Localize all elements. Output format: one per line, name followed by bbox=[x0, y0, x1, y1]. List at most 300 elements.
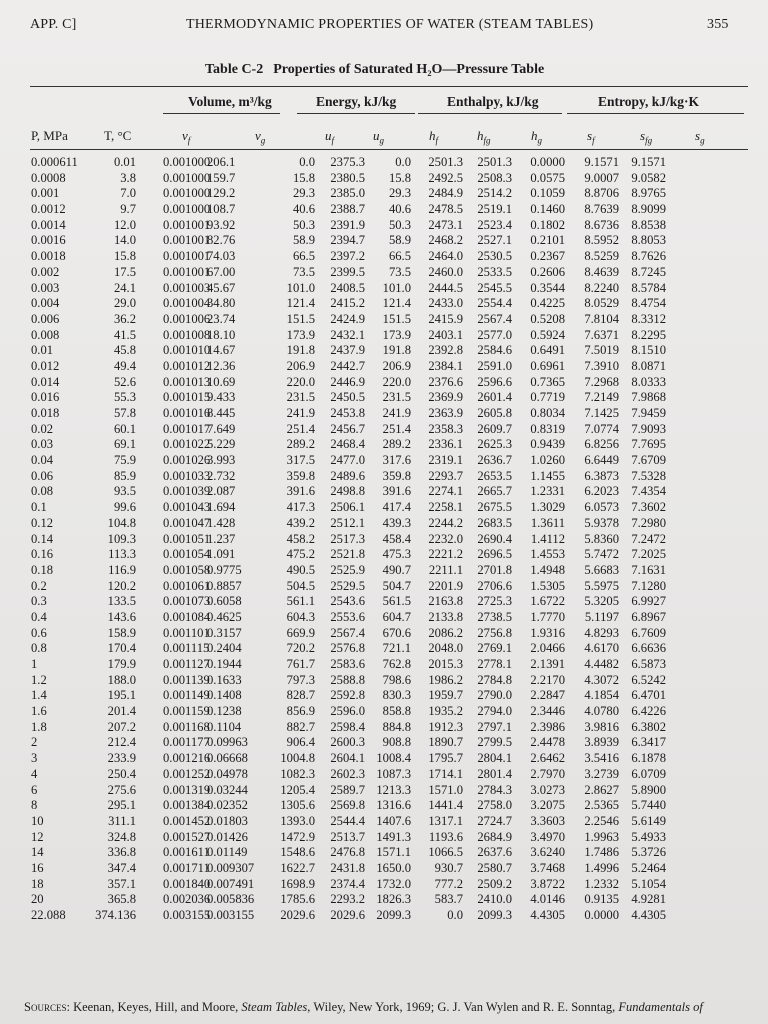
cell-hf: 391.6 bbox=[382, 484, 411, 499]
cell-sfg: 7.2968 bbox=[584, 374, 619, 389]
cell-hg: 2690.4 bbox=[477, 531, 512, 546]
cell-pressure: 0.8 bbox=[31, 641, 47, 656]
cell-vf: 0.001000 bbox=[163, 155, 211, 169]
table-row bbox=[0, 437, 768, 453]
cell-vf: 0.002036 bbox=[163, 892, 211, 907]
cell-sf: 1.4948 bbox=[530, 562, 565, 577]
table-row bbox=[0, 202, 768, 218]
cell-ug: 2602.3 bbox=[330, 766, 365, 781]
table-row bbox=[0, 704, 768, 720]
group-rule-enthalpy bbox=[418, 113, 562, 114]
table-row bbox=[0, 673, 768, 689]
cell-sf: 2.2847 bbox=[530, 688, 565, 703]
cell-hf: 220.0 bbox=[382, 374, 411, 389]
cell-uf: 1622.7 bbox=[280, 860, 315, 875]
cell-temperature: 179.9 bbox=[107, 657, 136, 671]
cell-sfg: 1.7486 bbox=[584, 845, 619, 860]
cell-pressure: 6 bbox=[31, 782, 38, 797]
cell-temperature: 109.3 bbox=[107, 531, 136, 546]
cell-sfg: 5.6683 bbox=[584, 562, 619, 577]
cell-vg: 0.09963 bbox=[207, 735, 248, 750]
cell-uf: 391.6 bbox=[286, 484, 315, 499]
cell-ug: 2598.4 bbox=[330, 719, 365, 734]
cell-hfg: 1066.5 bbox=[428, 845, 463, 860]
cell-sfg: 1.9963 bbox=[584, 829, 619, 844]
cell-vf: 0.001015 bbox=[163, 390, 211, 405]
cell-hfg: 1795.7 bbox=[428, 751, 463, 766]
cell-pressure: 20 bbox=[31, 892, 44, 907]
cell-vg: 0.003155 bbox=[207, 908, 255, 922]
cell-sg: 8.7626 bbox=[631, 249, 666, 264]
cell-hfg: 2384.1 bbox=[428, 358, 463, 373]
cell-hfg: 930.7 bbox=[434, 860, 463, 875]
cell-sfg: 2.5365 bbox=[584, 798, 619, 813]
top-rule bbox=[30, 86, 748, 87]
cell-sf: 1.7770 bbox=[530, 609, 565, 624]
cell-vf: 0.001008 bbox=[163, 327, 211, 342]
cell-ug: 2517.3 bbox=[330, 531, 365, 546]
cell-pressure: 0.3 bbox=[31, 594, 47, 609]
cell-vg: 10.69 bbox=[207, 374, 236, 389]
cell-hf: 858.8 bbox=[382, 704, 411, 719]
cell-ug: 2583.6 bbox=[330, 657, 365, 671]
table-row bbox=[0, 735, 768, 751]
table-row bbox=[0, 155, 768, 171]
cell-hf: 490.7 bbox=[382, 562, 411, 577]
cell-sfg: 5.7472 bbox=[584, 547, 619, 562]
cell-ug: 2513.7 bbox=[330, 829, 365, 844]
cell-pressure: 0.016 bbox=[31, 390, 60, 405]
cell-temperature: 60.1 bbox=[113, 421, 136, 436]
cell-uf: 906.4 bbox=[286, 735, 315, 750]
page-number: 355 bbox=[707, 17, 729, 32]
cell-ug: 2468.4 bbox=[330, 437, 365, 452]
cell-pressure: 0.02 bbox=[31, 421, 54, 436]
cell-ug: 2476.8 bbox=[330, 845, 365, 860]
column-header-vg: $v_g$ bbox=[255, 128, 266, 146]
cell-hfg: 2460.0 bbox=[428, 264, 463, 279]
cell-temperature: 133.5 bbox=[107, 594, 136, 609]
cell-sfg: 2.8627 bbox=[584, 782, 619, 797]
cell-hfg: 2363.9 bbox=[428, 406, 463, 420]
column-header-hf: $h_f$ bbox=[429, 128, 439, 146]
cell-hf: 504.7 bbox=[382, 578, 411, 593]
table-row bbox=[0, 641, 768, 657]
cell-vf: 0.001047 bbox=[163, 515, 211, 530]
table-row bbox=[0, 751, 768, 767]
cell-hfg: 2048.0 bbox=[428, 641, 463, 656]
cell-vg: 206.1 bbox=[207, 155, 236, 169]
running-title: THERMODYNAMIC PROPERTIES OF WATER (STEAM TABLES) bbox=[186, 17, 594, 32]
cell-temperature: 158.9 bbox=[107, 625, 136, 640]
cell-sfg: 5.5975 bbox=[584, 578, 619, 593]
cell-hg: 2533.5 bbox=[477, 264, 512, 279]
cell-ug: 2380.5 bbox=[330, 170, 365, 185]
cell-ug: 2391.9 bbox=[330, 217, 365, 232]
cell-sg: 7.2472 bbox=[631, 531, 666, 546]
cell-hfg: 1193.6 bbox=[428, 829, 463, 844]
cell-vf: 0.001058 bbox=[163, 562, 211, 577]
cell-hg: 2794.0 bbox=[477, 704, 512, 719]
cell-hf: 1571.1 bbox=[376, 845, 411, 860]
cell-vf: 0.001177 bbox=[163, 735, 210, 750]
cell-vf: 0.001010 bbox=[163, 343, 211, 358]
cell-sf: 0.1460 bbox=[530, 202, 565, 217]
cell-ug: 2477.0 bbox=[330, 453, 365, 468]
cell-hfg: 1714.1 bbox=[428, 766, 463, 781]
cell-vg: 0.005836 bbox=[207, 892, 255, 907]
cell-sf: 0.1059 bbox=[530, 186, 565, 201]
cell-hfg: 2392.8 bbox=[428, 343, 463, 358]
cell-hg: 2605.8 bbox=[477, 406, 512, 420]
cell-sg: 6.7609 bbox=[631, 625, 666, 640]
cell-sf: 3.7468 bbox=[530, 860, 565, 875]
cell-pressure: 0.012 bbox=[31, 358, 60, 373]
cell-vg: 23.74 bbox=[207, 311, 236, 326]
cell-sg: 8.4754 bbox=[631, 296, 666, 311]
cell-hfg: 2369.9 bbox=[428, 390, 463, 405]
cell-hg: 2675.5 bbox=[477, 500, 512, 515]
cell-temperature: 336.8 bbox=[107, 845, 136, 860]
cell-hg: 2577.0 bbox=[477, 327, 512, 342]
cell-temperature: 93.5 bbox=[113, 484, 136, 499]
cell-uf: 2029.6 bbox=[280, 908, 315, 922]
cell-pressure: 0.003 bbox=[31, 280, 60, 295]
cell-temperature: 29.0 bbox=[113, 296, 136, 311]
cell-uf: 797.3 bbox=[286, 672, 315, 687]
cell-hfg: 583.7 bbox=[434, 892, 463, 907]
cell-sf: 2.0466 bbox=[530, 641, 565, 656]
cell-hg: 2653.5 bbox=[477, 468, 512, 483]
cell-hf: 1008.4 bbox=[376, 751, 411, 766]
cell-ug: 2589.7 bbox=[330, 782, 365, 797]
cell-hg: 2696.5 bbox=[477, 547, 512, 562]
group-rule-entropy bbox=[567, 113, 744, 114]
cell-pressure: 0.18 bbox=[31, 562, 54, 577]
cell-sf: 1.4553 bbox=[530, 547, 565, 562]
cell-sfg: 5.3205 bbox=[584, 594, 619, 609]
cell-vg: 7.649 bbox=[207, 421, 236, 436]
cell-temperature: 170.4 bbox=[107, 641, 136, 656]
cell-temperature: 365.8 bbox=[107, 892, 136, 907]
table-row bbox=[0, 453, 768, 469]
source-footnote bbox=[24, 1000, 764, 1015]
cell-sf: 3.4970 bbox=[530, 829, 565, 844]
cell-hf: 1491.3 bbox=[376, 829, 411, 844]
cell-uf: 458.2 bbox=[286, 531, 315, 546]
cell-sg: 6.5242 bbox=[631, 672, 666, 687]
cell-hf: 1650.0 bbox=[376, 860, 411, 875]
cell-vf: 0.001001 bbox=[163, 233, 211, 248]
cell-temperature: 55.3 bbox=[113, 390, 136, 405]
cell-vg: 18.10 bbox=[207, 327, 236, 342]
cell-hf: 191.8 bbox=[382, 343, 411, 358]
cell-sg: 6.4226 bbox=[631, 704, 666, 719]
cell-vg: 0.06668 bbox=[207, 751, 248, 766]
cell-sfg: 3.9816 bbox=[584, 719, 619, 734]
cell-hf: 289.2 bbox=[382, 437, 411, 452]
cell-sf: 0.2606 bbox=[530, 264, 565, 279]
cell-ug: 2569.8 bbox=[330, 798, 365, 813]
cell-uf: 40.6 bbox=[292, 202, 315, 217]
cell-temperature: 374.136 bbox=[95, 908, 136, 922]
cell-pressure: 16 bbox=[31, 860, 44, 875]
cell-vg: 0.2404 bbox=[207, 641, 242, 656]
cell-vg: 45.67 bbox=[207, 280, 236, 295]
cell-hfg: 2492.5 bbox=[428, 170, 463, 185]
cell-pressure: 1 bbox=[31, 657, 38, 671]
cell-sfg: 9.0007 bbox=[584, 170, 619, 185]
table-row bbox=[0, 814, 768, 830]
cell-sg: 8.8538 bbox=[631, 217, 666, 232]
cell-pressure: 0.0014 bbox=[31, 217, 66, 232]
table-row bbox=[0, 296, 768, 312]
cell-hg: 2769.1 bbox=[477, 641, 512, 656]
cell-sg: 5.7440 bbox=[631, 798, 666, 813]
cell-hf: 1826.3 bbox=[376, 892, 411, 907]
cell-vg: 3.993 bbox=[207, 453, 236, 468]
cell-vf: 0.001000 bbox=[163, 170, 211, 185]
cell-temperature: 52.6 bbox=[113, 374, 136, 389]
column-header-sg: $s_g$ bbox=[695, 128, 705, 146]
cell-sg: 8.1510 bbox=[631, 343, 666, 358]
table-row bbox=[0, 845, 768, 861]
cell-vf: 0.001252 bbox=[163, 766, 211, 781]
cell-hg: 2625.3 bbox=[477, 437, 512, 452]
cell-sfg: 1.2332 bbox=[584, 876, 619, 891]
cell-sf: 4.0146 bbox=[530, 892, 565, 907]
cell-hfg: 2211.1 bbox=[428, 562, 463, 577]
cell-hfg: 2086.2 bbox=[428, 625, 463, 640]
cell-uf: 439.2 bbox=[286, 515, 315, 530]
column-header-hg: $h_g$ bbox=[531, 128, 542, 146]
cell-temperature: 324.8 bbox=[107, 829, 136, 844]
cell-ug: 2506.1 bbox=[330, 500, 365, 515]
cell-hg: 2514.2 bbox=[477, 186, 512, 201]
cell-vf: 0.001127 bbox=[163, 657, 210, 671]
cell-sf: 2.3986 bbox=[530, 719, 565, 734]
cell-hg: 2665.7 bbox=[477, 484, 512, 499]
cell-ug: 2604.1 bbox=[330, 751, 365, 766]
cell-pressure: 1.8 bbox=[31, 719, 47, 734]
cell-hg: 2778.1 bbox=[477, 657, 512, 671]
cell-hfg: 2293.7 bbox=[428, 468, 463, 483]
cell-sf: 0.6491 bbox=[530, 343, 565, 358]
cell-sf: 2.6462 bbox=[530, 751, 565, 766]
cell-uf: 1004.8 bbox=[280, 751, 315, 766]
cell-sfg: 7.8104 bbox=[584, 311, 619, 326]
cell-hg: 2738.5 bbox=[477, 609, 512, 624]
cell-sf: 0.7365 bbox=[530, 374, 565, 389]
cell-ug: 2512.1 bbox=[330, 515, 365, 530]
table-row bbox=[0, 516, 768, 532]
cell-sf: 0.8034 bbox=[530, 406, 565, 420]
cell-vg: 93.92 bbox=[207, 217, 236, 232]
cell-hg: 2683.5 bbox=[477, 515, 512, 530]
cell-hfg: 2221.2 bbox=[428, 547, 463, 562]
cell-vg: 34.80 bbox=[207, 296, 236, 311]
cell-hg: 2784.8 bbox=[477, 672, 512, 687]
cell-ug: 2456.7 bbox=[330, 421, 365, 436]
cell-sg: 7.3602 bbox=[631, 500, 666, 515]
cell-pressure: 0.008 bbox=[31, 327, 60, 342]
table-row bbox=[0, 563, 768, 579]
cell-uf: 206.9 bbox=[286, 358, 315, 373]
cell-sg: 7.2980 bbox=[631, 515, 666, 530]
cell-temperature: 188.0 bbox=[107, 672, 136, 687]
cell-sfg: 8.0529 bbox=[584, 296, 619, 311]
cell-uf: 1698.9 bbox=[280, 876, 315, 891]
cell-ug: 2453.8 bbox=[330, 406, 365, 420]
cell-hf: 908.8 bbox=[382, 735, 411, 750]
cell-pressure: 0.08 bbox=[31, 484, 54, 499]
cell-sf: 0.3544 bbox=[530, 280, 565, 295]
cell-uf: 828.7 bbox=[286, 688, 315, 703]
cell-vf: 0.001051 bbox=[163, 531, 211, 546]
cell-pressure: 3 bbox=[31, 751, 38, 766]
cell-ug: 2553.6 bbox=[330, 609, 365, 624]
cell-hf: 2099.3 bbox=[376, 908, 411, 922]
cell-hfg: 1890.7 bbox=[428, 735, 463, 750]
cell-pressure: 0.16 bbox=[31, 547, 54, 562]
cell-hg: 2636.7 bbox=[477, 453, 512, 468]
cell-uf: 856.9 bbox=[286, 704, 315, 719]
cell-vf: 0.001001 bbox=[163, 264, 211, 279]
cell-temperature: 275.6 bbox=[107, 782, 136, 797]
cell-sf: 2.4478 bbox=[530, 735, 565, 750]
cell-sf: 2.3446 bbox=[530, 704, 565, 719]
cell-sf: 0.1802 bbox=[530, 217, 565, 232]
cell-sfg: 9.1571 bbox=[584, 155, 619, 169]
cell-hfg: 2015.3 bbox=[428, 657, 463, 671]
cell-ug: 2576.8 bbox=[330, 641, 365, 656]
cell-hf: 604.7 bbox=[382, 609, 411, 624]
table-row bbox=[0, 626, 768, 642]
cell-vg: 0.9775 bbox=[207, 562, 242, 577]
cell-temperature: 12.0 bbox=[113, 217, 136, 232]
table-row bbox=[0, 171, 768, 187]
cell-temperature: 41.5 bbox=[113, 327, 136, 342]
cell-sg: 8.7245 bbox=[631, 264, 666, 279]
cell-vf: 0.001168 bbox=[163, 719, 210, 734]
cell-pressure: 4 bbox=[31, 766, 38, 781]
cell-temperature: 195.1 bbox=[107, 688, 136, 703]
cell-hg: 2637.6 bbox=[477, 845, 512, 860]
cell-hfg: 2133.8 bbox=[428, 609, 463, 624]
cell-pressure: 8 bbox=[31, 798, 38, 813]
cell-ug: 2374.4 bbox=[330, 876, 365, 891]
cell-temperature: 116.9 bbox=[108, 562, 136, 577]
cell-uf: 173.9 bbox=[286, 327, 315, 342]
cell-sfg: 8.7639 bbox=[584, 202, 619, 217]
cell-sfg: 7.1425 bbox=[584, 406, 619, 420]
cell-uf: 231.5 bbox=[286, 390, 315, 405]
cell-hg: 2790.0 bbox=[477, 688, 512, 703]
cell-vf: 0.001039 bbox=[163, 484, 211, 499]
cell-vf: 0.001101 bbox=[163, 625, 210, 640]
cell-sfg: 8.4639 bbox=[584, 264, 619, 279]
cell-sf: 1.9316 bbox=[530, 625, 565, 640]
cell-vf: 0.001711 bbox=[163, 860, 210, 875]
cell-uf: 191.8 bbox=[286, 343, 315, 358]
cell-uf: 761.7 bbox=[286, 657, 315, 671]
cell-temperature: 212.4 bbox=[107, 735, 136, 750]
cell-temperature: 85.9 bbox=[113, 468, 136, 483]
cell-uf: 289.2 bbox=[286, 437, 315, 452]
cell-sfg: 3.5416 bbox=[584, 751, 619, 766]
cell-sfg: 1.4996 bbox=[584, 860, 619, 875]
cell-sg: 8.3312 bbox=[631, 311, 666, 326]
cell-sg: 7.9093 bbox=[631, 421, 666, 436]
cell-sg: 5.1054 bbox=[631, 876, 666, 891]
cell-hg: 2799.5 bbox=[477, 735, 512, 750]
cell-vg: 0.1104 bbox=[207, 719, 242, 734]
cell-vf: 0.001012 bbox=[163, 358, 211, 373]
cell-uf: 1393.0 bbox=[280, 813, 315, 828]
cell-vg: 0.6058 bbox=[207, 594, 242, 609]
cell-vf: 0.001149 bbox=[163, 688, 210, 703]
group-rule-energy bbox=[297, 113, 415, 114]
table-row bbox=[0, 249, 768, 265]
cell-vg: 0.01803 bbox=[207, 813, 248, 828]
cell-sf: 2.1391 bbox=[530, 657, 565, 671]
cell-sfg: 0.9135 bbox=[584, 892, 619, 907]
table-row bbox=[0, 798, 768, 814]
cell-uf: 882.7 bbox=[286, 719, 315, 734]
cell-uf: 0.0 bbox=[299, 155, 315, 169]
table-label: Table C-2 bbox=[205, 62, 264, 77]
table-row bbox=[0, 343, 768, 359]
cell-vf: 0.001026 bbox=[163, 453, 211, 468]
steam-table-body bbox=[0, 155, 768, 924]
cell-pressure: 0.001 bbox=[31, 186, 60, 201]
table-row bbox=[0, 720, 768, 736]
cell-vg: 0.8857 bbox=[207, 578, 242, 593]
cell-pressure: 0.0016 bbox=[31, 233, 66, 248]
cell-hf: 1316.6 bbox=[376, 798, 411, 813]
cell-temperature: 57.8 bbox=[113, 406, 136, 420]
cell-sfg: 6.3873 bbox=[584, 468, 619, 483]
cell-ug: 2498.8 bbox=[330, 484, 365, 499]
table-row bbox=[0, 359, 768, 375]
cell-temperature: 0.01 bbox=[113, 155, 136, 169]
table-row bbox=[0, 312, 768, 328]
cell-temperature: 17.5 bbox=[113, 264, 136, 279]
cell-pressure: 0.2 bbox=[31, 578, 47, 593]
cell-pressure: 2 bbox=[31, 735, 38, 750]
cell-uf: 101.0 bbox=[286, 280, 315, 295]
cell-uf: 1305.6 bbox=[280, 798, 315, 813]
column-header-hfg: $h_{fg}$ bbox=[477, 128, 491, 146]
cell-hf: 73.5 bbox=[388, 264, 411, 279]
cell-uf: 490.5 bbox=[286, 562, 315, 577]
cell-vf: 0.001527 bbox=[163, 829, 211, 844]
cell-pressure: 0.018 bbox=[31, 406, 60, 420]
table-row bbox=[0, 579, 768, 595]
cell-hfg: 2232.0 bbox=[428, 531, 463, 546]
cell-vf: 0.001159 bbox=[163, 704, 210, 719]
cell-sg: 8.0871 bbox=[631, 358, 666, 373]
table-row bbox=[0, 422, 768, 438]
cell-sg: 7.1280 bbox=[631, 578, 666, 593]
cell-temperature: 24.1 bbox=[113, 280, 136, 295]
cell-vf: 0.001384 bbox=[163, 798, 211, 813]
cell-ug: 2588.8 bbox=[330, 672, 365, 687]
cell-hfg: 2468.2 bbox=[428, 233, 463, 248]
cell-hf: 173.9 bbox=[382, 327, 411, 342]
cell-sf: 1.3611 bbox=[530, 515, 565, 530]
cell-vg: 159.7 bbox=[207, 170, 236, 185]
